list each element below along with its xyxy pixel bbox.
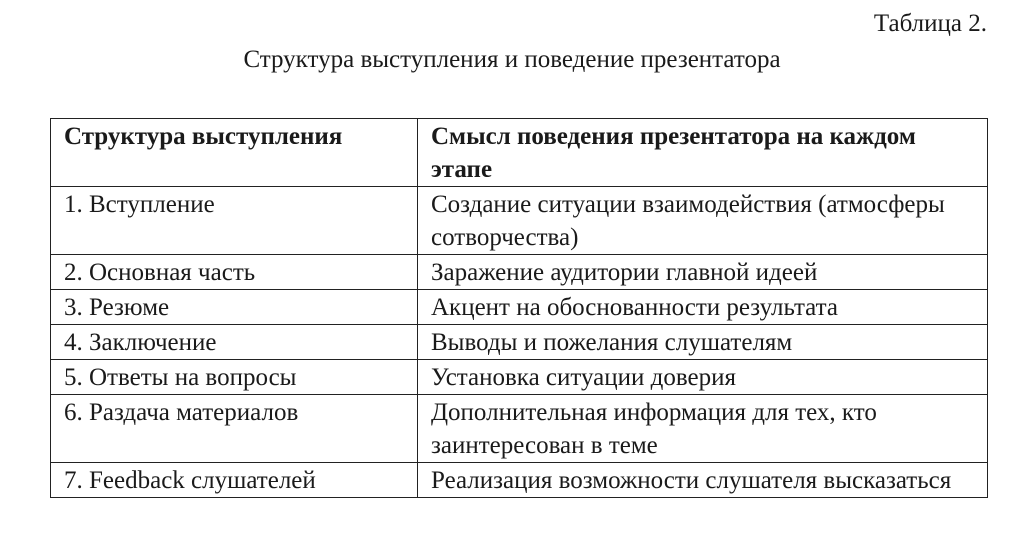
header-structure: Структура выступления	[51, 119, 418, 187]
stage-cell: 2. Основная часть	[51, 255, 418, 290]
meaning-cell: Реализация возможности слушателя высказаться	[418, 463, 988, 498]
meaning-cell: Установка ситуации доверия	[418, 360, 988, 395]
stage-cell: 5. Ответы на вопросы	[51, 360, 418, 395]
table-row	[51, 463, 988, 498]
meaning-cell: Создание ситуации взаимодействия (атмосферы сотворчества)	[418, 187, 988, 255]
stage-cell: 1. Вступление	[51, 187, 418, 255]
meaning-cell: Заражение аудитории главной идеей	[418, 255, 988, 290]
meaning-cell: Выводы и пожелания слушателям	[418, 325, 988, 360]
stage-cell: 6. Раздача материалов	[51, 395, 418, 463]
presentation-structure-table	[50, 118, 988, 498]
header-meaning: Смысл поведения презентатора на каждом этапе	[418, 119, 988, 187]
stage-cell: 3. Резюме	[51, 290, 418, 325]
table-row	[51, 325, 988, 360]
table-row	[51, 290, 988, 325]
table-row	[51, 187, 988, 255]
meaning-cell: Дополнительная информация для тех, кто заинтересован в теме	[418, 395, 988, 463]
stage-cell: 4. Заключение	[51, 325, 418, 360]
table-caption: Структура выступления и поведение презентатора	[243, 46, 781, 73]
table-row	[51, 255, 988, 290]
table-number: Таблица 2.	[873, 10, 987, 37]
table-header-row	[51, 119, 988, 187]
table-row	[51, 395, 988, 463]
stage-cell: 7. Feedback слушателей	[51, 463, 418, 498]
table-row	[51, 360, 988, 395]
meaning-cell: Акцент на обоснованности результата	[418, 290, 988, 325]
